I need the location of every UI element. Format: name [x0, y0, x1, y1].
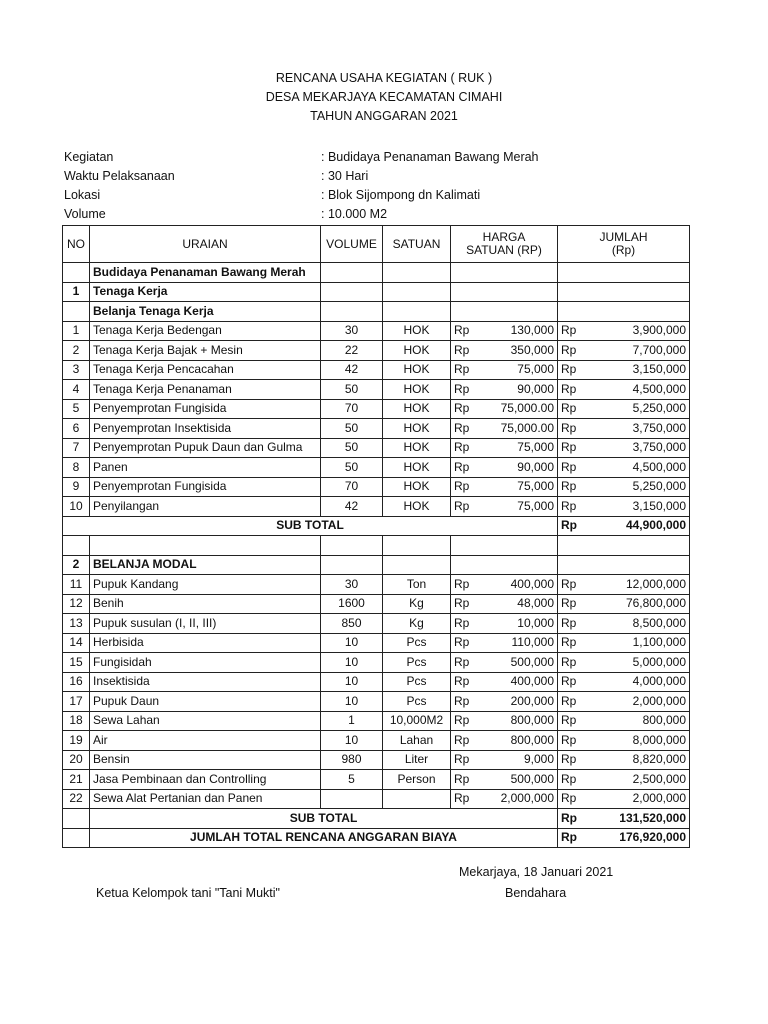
- row-harga: [451, 458, 558, 478]
- row-jumlah: [558, 653, 690, 673]
- section1-title: Tenaga Kerja: [90, 282, 321, 302]
- currency-label: Rp: [561, 576, 577, 591]
- activity-title-row: [63, 263, 690, 283]
- row-satuan: Ton: [383, 575, 451, 595]
- row-satuan: HOK: [383, 477, 451, 497]
- row-satuan: HOK: [383, 399, 451, 419]
- row-satuan: Pcs: [383, 653, 451, 673]
- row-harga: [451, 692, 558, 712]
- currency-label: Rp: [561, 693, 577, 708]
- subtotal2-amount: [558, 809, 690, 829]
- currency-label: Rp: [454, 440, 470, 455]
- row-volume: [321, 789, 383, 809]
- row-no: 6: [63, 419, 90, 439]
- table-row: [63, 458, 690, 478]
- row-uraian: Insektisida: [90, 672, 321, 692]
- section2-no: 2: [63, 555, 90, 575]
- row-jumlah-value: 7,700,000: [632, 342, 686, 357]
- row-no: 22: [63, 789, 90, 809]
- row-volume: 1600: [321, 594, 383, 614]
- row-jumlah: [558, 711, 690, 731]
- row-harga: [451, 672, 558, 692]
- capital-rows: [63, 575, 690, 809]
- currency-label: Rp: [454, 596, 470, 611]
- row-jumlah: [558, 458, 690, 478]
- subtotal2-value: 131,520,000: [619, 810, 686, 825]
- row-volume: 10: [321, 692, 383, 712]
- currency-label: Rp: [454, 401, 470, 416]
- table-row: [63, 575, 690, 595]
- currency-label: Rp: [561, 362, 577, 377]
- row-volume: 50: [321, 380, 383, 400]
- row-satuan: HOK: [383, 380, 451, 400]
- table-row: [63, 711, 690, 731]
- row-satuan: HOK: [383, 360, 451, 380]
- row-volume: 1: [321, 711, 383, 731]
- currency-label: Rp: [454, 752, 470, 767]
- row-volume: 10: [321, 653, 383, 673]
- row-uraian: Herbisida: [90, 633, 321, 653]
- row-jumlah-value: 8,500,000: [632, 615, 686, 630]
- currency-label: Rp: [561, 615, 577, 630]
- currency-label: Rp: [561, 459, 577, 474]
- grand-total-value: 176,920,000: [619, 830, 686, 845]
- budget-table: [62, 225, 690, 848]
- row-jumlah-value: 1,100,000: [632, 635, 686, 650]
- currency-label: Rp: [454, 791, 470, 806]
- currency-label: Rp: [561, 713, 577, 728]
- table-row: [63, 341, 690, 361]
- row-harga-value: 400,000: [510, 674, 554, 689]
- currency-label: Rp: [561, 401, 577, 416]
- table-row: [63, 633, 690, 653]
- row-no: 20: [63, 750, 90, 770]
- table-row: [63, 672, 690, 692]
- row-uraian: Penyemprotan Fungisida: [90, 477, 321, 497]
- row-volume: 30: [321, 321, 383, 341]
- row-harga-value: 90,000: [517, 459, 554, 474]
- row-volume: 10: [321, 672, 383, 692]
- row-harga-value: 75,000: [517, 479, 554, 494]
- row-harga: [451, 594, 558, 614]
- row-harga: [451, 575, 558, 595]
- info-label-waktu: Waktu Pelaksanaan: [64, 169, 175, 183]
- row-jumlah-value: 3,750,000: [632, 440, 686, 455]
- row-jumlah-value: 2,000,000: [632, 693, 686, 708]
- subtotal1-label: SUB TOTAL: [63, 516, 558, 536]
- table-row: [63, 321, 690, 341]
- row-uraian: Penyemprotan Pupuk Daun dan Gulma: [90, 438, 321, 458]
- activity-title: Budidaya Penanaman Bawang Merah: [90, 263, 321, 283]
- left-signatory: Ketua Kelompok tani "Tani Mukti": [96, 886, 280, 900]
- row-harga-value: 48,000: [517, 596, 554, 611]
- info-label-volume: Volume: [64, 207, 106, 221]
- row-volume: 42: [321, 360, 383, 380]
- currency-label: Rp: [561, 498, 577, 513]
- row-no: 10: [63, 497, 90, 517]
- currency-label: Rp: [561, 771, 577, 786]
- row-harga: [451, 750, 558, 770]
- row-uraian: Penyemprotan Fungisida: [90, 399, 321, 419]
- row-no: 3: [63, 360, 90, 380]
- row-jumlah: [558, 692, 690, 712]
- col-header-harga-line2: SATUAN (RP): [466, 243, 542, 257]
- row-harga: [451, 633, 558, 653]
- row-harga-value: 75,000: [517, 362, 554, 377]
- row-jumlah: [558, 789, 690, 809]
- row-harga-value: 2,000,000: [500, 791, 554, 806]
- row-satuan: [383, 789, 451, 809]
- row-no: 11: [63, 575, 90, 595]
- row-harga-value: 75,000.00: [500, 401, 554, 416]
- row-harga-value: 10,000: [517, 615, 554, 630]
- currency-label: Rp: [454, 771, 470, 786]
- row-jumlah-value: 5,250,000: [632, 479, 686, 494]
- table-row: [63, 731, 690, 751]
- row-jumlah-value: 800,000: [642, 713, 686, 728]
- row-jumlah-value: 3,750,000: [632, 420, 686, 435]
- col-header-no: NO: [63, 226, 90, 263]
- info-value-lokasi: : Blok Sijompong dn Kalimati: [321, 188, 481, 202]
- col-header-satuan: SATUAN: [383, 226, 451, 263]
- row-no: 14: [63, 633, 90, 653]
- row-harga: [451, 321, 558, 341]
- section1-subtitle: Belanja Tenaga Kerja: [90, 302, 321, 322]
- currency-label: Rp: [561, 635, 577, 650]
- row-uraian: Benih: [90, 594, 321, 614]
- doc-title-line1: RENCANA USAHA KEGIATAN ( RUK ): [275, 71, 493, 85]
- row-harga-value: 500,000: [510, 654, 554, 669]
- info-label-lokasi: Lokasi: [64, 188, 101, 202]
- row-no: 2: [63, 341, 90, 361]
- table-row: [63, 789, 690, 809]
- table-row: [63, 770, 690, 790]
- currency-label: Rp: [561, 752, 577, 767]
- row-jumlah: [558, 633, 690, 653]
- subtotal1-amount: [558, 516, 690, 536]
- currency-label: Rp: [454, 732, 470, 747]
- currency-label: Rp: [561, 518, 577, 533]
- row-satuan: HOK: [383, 341, 451, 361]
- currency-label: Rp: [454, 479, 470, 494]
- row-volume: 10: [321, 731, 383, 751]
- table-row: [63, 614, 690, 634]
- place-date: Mekarjaya, 18 Januari 2021: [459, 865, 614, 879]
- row-no: 18: [63, 711, 90, 731]
- row-uraian: Air: [90, 731, 321, 751]
- currency-label: Rp: [454, 362, 470, 377]
- table-row: [63, 399, 690, 419]
- row-jumlah: [558, 575, 690, 595]
- row-harga: [451, 380, 558, 400]
- row-no: 12: [63, 594, 90, 614]
- row-jumlah-value: 4,000,000: [632, 674, 686, 689]
- currency-label: Rp: [454, 693, 470, 708]
- table-row: [63, 653, 690, 673]
- row-no: 5: [63, 399, 90, 419]
- row-harga-value: 800,000: [510, 732, 554, 747]
- row-satuan: Kg: [383, 594, 451, 614]
- row-uraian: Tenaga Kerja Pencacahan: [90, 360, 321, 380]
- currency-label: Rp: [561, 654, 577, 669]
- grand-total-row: [63, 828, 690, 848]
- row-harga: [451, 419, 558, 439]
- row-uraian: Fungisidah: [90, 653, 321, 673]
- row-harga-value: 110,000: [511, 635, 554, 650]
- row-jumlah-value: 4,500,000: [632, 459, 686, 474]
- row-harga: [451, 711, 558, 731]
- row-jumlah-value: 12,000,000: [625, 576, 686, 591]
- currency-label: Rp: [561, 323, 577, 338]
- row-jumlah-value: 2,500,000: [632, 771, 686, 786]
- col-header-volume: VOLUME: [321, 226, 383, 263]
- row-jumlah: [558, 477, 690, 497]
- table-row: [63, 438, 690, 458]
- row-uraian: Pupuk Kandang: [90, 575, 321, 595]
- row-no: 17: [63, 692, 90, 712]
- currency-label: Rp: [454, 635, 470, 650]
- row-jumlah-value: 3,900,000: [632, 323, 686, 338]
- row-no: 16: [63, 672, 90, 692]
- row-harga: [451, 360, 558, 380]
- section1-no: 1: [63, 282, 90, 302]
- row-uraian: Sewa Lahan: [90, 711, 321, 731]
- row-jumlah: [558, 731, 690, 751]
- row-volume: 30: [321, 575, 383, 595]
- currency-label: Rp: [561, 810, 577, 825]
- right-signatory: Bendahara: [505, 886, 567, 900]
- row-harga: [451, 614, 558, 634]
- row-satuan: Person: [383, 770, 451, 790]
- row-jumlah: [558, 419, 690, 439]
- info-label-kegiatan: Kegiatan: [64, 150, 114, 164]
- currency-label: Rp: [454, 459, 470, 474]
- row-uraian: Bensin: [90, 750, 321, 770]
- row-no: 1: [63, 321, 90, 341]
- table-row: [63, 692, 690, 712]
- grand-total-label: JUMLAH TOTAL RENCANA ANGGARAN BIAYA: [90, 828, 558, 848]
- col-header-harga-line1: HARGA: [482, 230, 526, 244]
- currency-label: Rp: [454, 654, 470, 669]
- row-uraian: Penyemprotan Insektisida: [90, 419, 321, 439]
- currency-label: Rp: [561, 791, 577, 806]
- row-uraian: Pupuk susulan (I, II, III): [90, 614, 321, 634]
- table-row: [63, 419, 690, 439]
- col-header-jumlah: [558, 226, 690, 263]
- row-no: 7: [63, 438, 90, 458]
- row-jumlah-value: 2,000,000: [632, 791, 686, 806]
- row-jumlah: [558, 380, 690, 400]
- row-uraian: Tenaga Kerja Bedengan: [90, 321, 321, 341]
- currency-label: Rp: [561, 732, 577, 747]
- row-satuan: HOK: [383, 419, 451, 439]
- section2-title: BELANJA MODAL: [90, 555, 321, 575]
- row-harga: [451, 438, 558, 458]
- col-header-jumlah-line2: (Rp): [611, 243, 636, 257]
- currency-label: Rp: [454, 674, 470, 689]
- row-jumlah: [558, 594, 690, 614]
- row-harga-value: 90,000: [517, 381, 554, 396]
- row-jumlah-value: 3,150,000: [632, 362, 686, 377]
- row-jumlah: [558, 770, 690, 790]
- row-harga: [451, 477, 558, 497]
- row-uraian: Jasa Pembinaan dan Controlling: [90, 770, 321, 790]
- row-uraian: Tenaga Kerja Bajak + Mesin: [90, 341, 321, 361]
- currency-label: Rp: [454, 713, 470, 728]
- currency-label: Rp: [561, 830, 577, 845]
- col-header-harga: [451, 226, 558, 263]
- row-no: 4: [63, 380, 90, 400]
- table-row: [63, 594, 690, 614]
- row-no: 15: [63, 653, 90, 673]
- row-volume: 50: [321, 458, 383, 478]
- section1-subtitle-row: [63, 302, 690, 322]
- row-harga-value: 400,000: [510, 576, 554, 591]
- row-no: 19: [63, 731, 90, 751]
- row-jumlah: [558, 360, 690, 380]
- row-harga-value: 130,000: [510, 323, 554, 338]
- row-satuan: HOK: [383, 321, 451, 341]
- info-value-kegiatan: : Budidaya Penanaman Bawang Merah: [321, 150, 539, 164]
- row-harga: [451, 653, 558, 673]
- currency-label: Rp: [454, 498, 470, 513]
- row-jumlah-value: 76,800,000: [625, 596, 686, 611]
- row-jumlah-value: 3,150,000: [632, 498, 686, 513]
- row-satuan: HOK: [383, 497, 451, 517]
- info-value-waktu: : 30 Hari: [321, 169, 369, 183]
- row-no: 9: [63, 477, 90, 497]
- row-satuan: 10,000M2: [383, 711, 451, 731]
- row-no: 21: [63, 770, 90, 790]
- row-harga: [451, 770, 558, 790]
- row-volume: 10: [321, 633, 383, 653]
- row-uraian: Pupuk Daun: [90, 692, 321, 712]
- row-harga: [451, 399, 558, 419]
- subtotal2-label: SUB TOTAL: [90, 809, 558, 829]
- row-harga: [451, 731, 558, 751]
- currency-label: Rp: [561, 342, 577, 357]
- subtotal2-row: [63, 809, 690, 829]
- subtotal1-value: 44,900,000: [625, 518, 686, 533]
- row-jumlah: [558, 438, 690, 458]
- row-volume: 70: [321, 477, 383, 497]
- table-row: [63, 497, 690, 517]
- row-harga: [451, 341, 558, 361]
- currency-label: Rp: [561, 596, 577, 611]
- row-volume: 980: [321, 750, 383, 770]
- row-jumlah: [558, 341, 690, 361]
- subtotal1-row: [63, 516, 690, 536]
- spacer-row: [63, 536, 690, 556]
- currency-label: Rp: [454, 576, 470, 591]
- table-header-row: [63, 226, 690, 263]
- currency-label: Rp: [561, 440, 577, 455]
- row-harga: [451, 789, 558, 809]
- row-satuan: Pcs: [383, 692, 451, 712]
- row-harga-value: 200,000: [510, 693, 554, 708]
- row-no: 8: [63, 458, 90, 478]
- row-uraian: Tenaga Kerja Penanaman: [90, 380, 321, 400]
- currency-label: Rp: [454, 381, 470, 396]
- row-jumlah: [558, 321, 690, 341]
- row-harga-value: 75,000.00: [500, 420, 554, 435]
- row-satuan: HOK: [383, 458, 451, 478]
- row-no: 13: [63, 614, 90, 634]
- row-uraian: Penyilangan: [90, 497, 321, 517]
- currency-label: Rp: [454, 615, 470, 630]
- currency-label: Rp: [454, 342, 470, 357]
- table-row: [63, 380, 690, 400]
- currency-label: Rp: [561, 420, 577, 435]
- section2-row: [63, 555, 690, 575]
- currency-label: Rp: [561, 381, 577, 396]
- table-row: [63, 360, 690, 380]
- row-volume: 22: [321, 341, 383, 361]
- section1-row: [63, 282, 690, 302]
- row-jumlah-value: 8,820,000: [632, 752, 686, 767]
- row-harga-value: 75,000: [517, 440, 554, 455]
- row-jumlah: [558, 399, 690, 419]
- row-harga-value: 500,000: [510, 771, 554, 786]
- currency-label: Rp: [454, 323, 470, 338]
- row-satuan: HOK: [383, 438, 451, 458]
- row-harga-value: 75,000: [517, 498, 554, 513]
- row-satuan: Kg: [383, 614, 451, 634]
- row-jumlah: [558, 614, 690, 634]
- row-jumlah-value: 4,500,000: [632, 381, 686, 396]
- row-jumlah-value: 8,000,000: [632, 732, 686, 747]
- row-uraian: Sewa Alat Pertanian dan Panen: [90, 789, 321, 809]
- row-volume: 850: [321, 614, 383, 634]
- currency-label: Rp: [561, 674, 577, 689]
- col-header-uraian: URAIAN: [90, 226, 321, 263]
- row-volume: 70: [321, 399, 383, 419]
- row-harga-value: 350,000: [510, 342, 554, 357]
- row-volume: 5: [321, 770, 383, 790]
- row-harga-value: 800,000: [510, 713, 554, 728]
- currency-label: Rp: [454, 420, 470, 435]
- row-jumlah-value: 5,000,000: [632, 654, 686, 669]
- row-satuan: Pcs: [383, 633, 451, 653]
- row-satuan: Pcs: [383, 672, 451, 692]
- row-jumlah: [558, 672, 690, 692]
- row-satuan: Lahan: [383, 731, 451, 751]
- row-volume: 42: [321, 497, 383, 517]
- row-jumlah: [558, 497, 690, 517]
- row-harga: [451, 497, 558, 517]
- row-volume: 50: [321, 438, 383, 458]
- row-harga-value: 9,000: [523, 752, 554, 767]
- currency-label: Rp: [561, 479, 577, 494]
- row-satuan: Liter: [383, 750, 451, 770]
- labor-rows: [63, 321, 690, 516]
- grand-total-amount: [558, 828, 690, 848]
- row-jumlah-value: 5,250,000: [632, 401, 686, 416]
- row-uraian: Panen: [90, 458, 321, 478]
- table-row: [63, 750, 690, 770]
- doc-title-line2: DESA MEKARJAYA KECAMATAN CIMAHI: [265, 90, 503, 104]
- doc-title-line3: TAHUN ANGGARAN 2021: [310, 109, 458, 123]
- row-jumlah: [558, 750, 690, 770]
- info-value-volume: : 10.000 M2: [321, 207, 388, 221]
- col-header-jumlah-line1: JUMLAH: [599, 230, 648, 244]
- table-row: [63, 477, 690, 497]
- row-volume: 50: [321, 419, 383, 439]
